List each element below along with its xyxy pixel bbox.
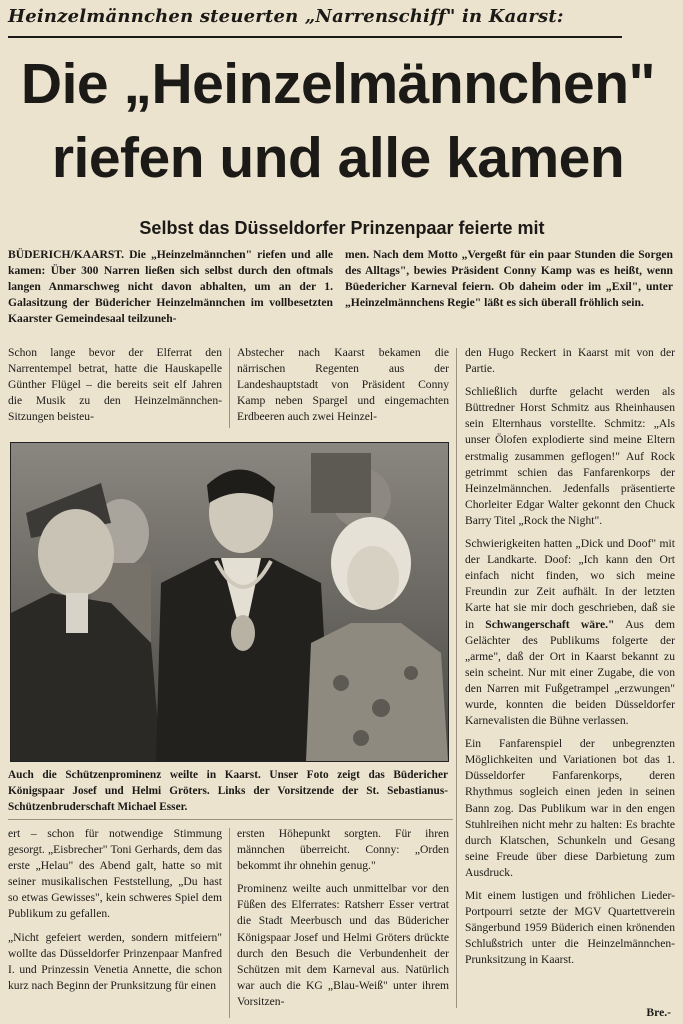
column-rule: [229, 348, 230, 428]
col3-paragraph: den Hugo Reckert in Kaarst mit von der Partie.: [465, 346, 675, 376]
kicker-rule: [8, 36, 622, 38]
col2-paragraph: Prominenz weilte auch unmittelbar vor den Füßen des Elferrates: Ratsherr Esser vertrat die Stadt Meerbusch und das Büdericher Königspaar Josef und Helmi Gröters drückte durch den Besuch die Verbundenheit der Schützen mit dem Karneval aus. Natürlich war auch die KG „Blau-Weiß" unter ihrem Vorsitzen-: [237, 882, 449, 1008]
col1-paragraph: „Nicht gefeiert werden, sondern mitfeiern" wollte das Düsseldorfer Prinzenpaar Manfred I. und Prinzessin Venetia Annette, die schon kurz nach Beginn der Prunksitzung für einen: [8, 930, 222, 992]
col3-paragraph: Ein Fanfarenspiel der unbegrenzten Möglichkeiten und Variationen bot das 1. Düsseldorfer Fanfarenkorps, deren Rhythmus sogleich einen jeden in seinen Bann zog. Das Publikum war in den engen Stuhlreihen nicht mehr zu halten: Es brachte durch Klatschen, Schunkeln und Gesang seine Freude über diese Darbietung zum Ausdruck.: [465, 737, 675, 879]
lead-right: men. Nach dem Motto „Vergeßt für ein paar Stunden die Sorgen des Alltags", bewies Präsident Conny Kamp was es heißt, wenn Büedericher Karneval feiern. Ob daheim oder im „Exil", unter „Heinzelmännchens Regie" läßt es sich überall fröhlich sein.: [345, 248, 673, 310]
photo-caption: Auch die Schützenprominenz weilte in Kaarst. Unser Foto zeigt das Büdericher Königspaar Josef und Helmi Gröters. Links der Vorsitzende der St. Sebastianus-Schützenbruderschaft Michael Esser.: [8, 769, 448, 813]
col3-paragraph: Mit einem lustigen und fröhlichen Lieder-Portpourri setzte der MGV Quartettverein Sängerbund 1959 Büderich einen krönenden Schlußstrich unter die Heinzelmännchen-Prunksitzung in Kaarst.: [465, 889, 675, 967]
caption-rule: [8, 819, 453, 820]
col3-text: Schwierigkeiten hatten „Dick und Doof" mit der Landkarte. Doof: „Ich kann den Ort einfach nicht finden, wo sich meine Freundin zur Zeit aufhält. In der letzten Karte hat sie mir doch geschrieben, daß sie in: [465, 537, 675, 631]
author-signature: Bre.-: [646, 1006, 671, 1019]
col3: [465, 345, 675, 1005]
column-rule: [229, 828, 230, 1018]
col1-paragraph: ert – schon für notwendige Stimmung gesorgt. „Eisbrecher" Toni Gerhards, dem das erste „Helau" des Abend galt, hatte so mit seiner musikalischen Feststellung, „Du hast so etwas Gewisses", kein schweres Spiel dem Publikum zu gefallen.: [8, 827, 222, 921]
subheadline: Selbst das Düsseldorfer Prinzenpaar feierte mit: [139, 218, 545, 238]
col3-paragraph: Schließlich durfte gelacht werden als Büttredner Horst Schmitz aus Rheinhausen sein Elternhaus vorstellte. Schmitz: „Als unser Ölofen explodierte sind meine Eltern erstmalig zusammen geflogen!" Auf Rock getrimmt schien das Fanfarenkorps der Heinzelmännchen. Jedenfalls präsentierte Chorleiter Edgar Walter gekonnt den Chuck Barry Titel „Rock the Night".: [465, 385, 675, 527]
photo-illustration: [11, 443, 448, 761]
column-rule: [456, 348, 457, 1008]
col1-bottom: [8, 826, 222, 1022]
col1-top: Schon lange bevor der Elferrat den Narrentempel betrat, hatte die Hauskapelle Günther Flügel – die bereits seit elf Jahren die Musik zu den Heinzelmännchen-Sitzungen beisteu-: [8, 346, 222, 424]
col2-bottom: [237, 826, 449, 1022]
headline-line-1: Die „Heinzelmännchen": [20, 52, 656, 116]
dateline: BÜDERICH/KAARST.: [8, 248, 125, 261]
kicker-line: Heinzelmännchen steuerten „Narrenschiff" in Kaarst:: [8, 6, 564, 27]
col3-text-bold: Schwangerschaft wäre.": [485, 617, 615, 631]
col2-top: Abstecher nach Kaarst bekamen die närrischen Regenten aus der Landeshauptstadt von Präsident Conny Kamp neben Spargel und eingemachten Erdbeeren auch zwei Heinzel-: [237, 346, 449, 424]
col3-text: Aus dem Gelächter des Publikums folgerte der „arme", daß der Ort in Kaarst bekannt zu sein scheint. Nur mit einer Zugabe, die von den Narren mit Fußgetrampel „erzwungen" wurde, konnten die beiden Düsseldorfer Karnevalisten die Bühne verlassen.: [465, 617, 675, 728]
lead-left: [8, 247, 333, 343]
lead-left-text: Die „Heinzelmännchen" riefen und alle kamen: Über 300 Narren ließen sich selbst durch den oftmals langen Anmarschweg nicht davon abhalten, um an der 1. Galasitzung der Büdericher Heinzelmännchen im vollbesetzten Kaarster Gemeindesaal teilzuneh-: [8, 248, 333, 326]
headline-line-2: riefen und alle kamen: [51, 126, 625, 190]
col3-paragraph: [465, 536, 675, 729]
news-photo: [10, 442, 449, 762]
col2-paragraph: ersten Höhepunkt sorgten. Für ihren männchen überreicht. Conny: „Orden bekommt ihr ohnehin genug.": [237, 827, 449, 873]
